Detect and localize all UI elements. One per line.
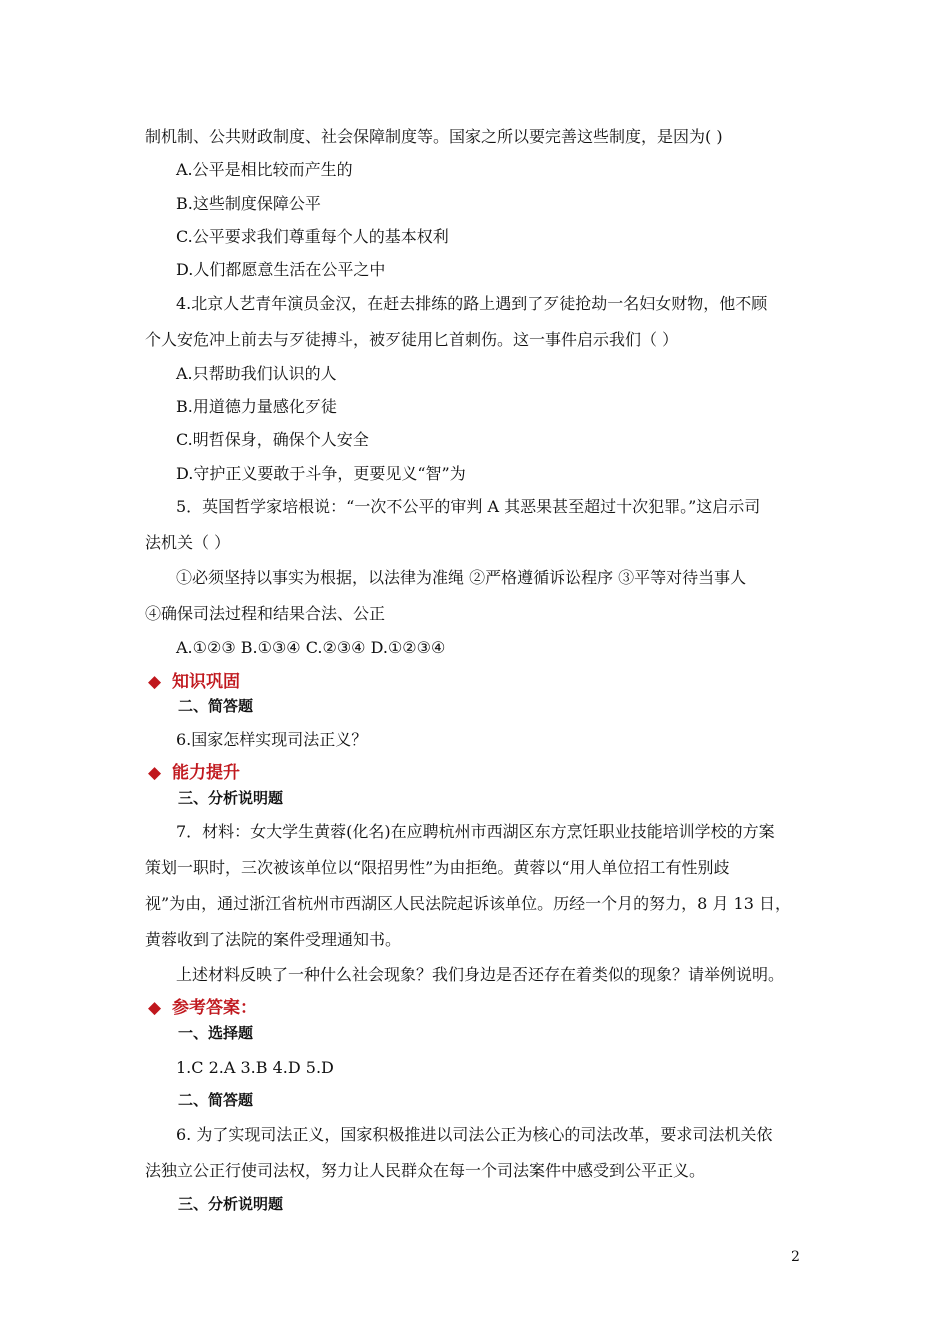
q4-option-d: D.守护正义要敢于斗争，更要见义“智”为 bbox=[176, 464, 466, 483]
section-consolidate-subheading: 二、简答题 bbox=[178, 697, 254, 715]
q5-stem-line2: 法机关（ ） bbox=[145, 533, 231, 552]
answers-choices: 1.C 2.A 3.B 4.D 5.D bbox=[176, 1058, 334, 1077]
q7-material-line3: 视”为由，通过浙江省杭州市西湖区人民法院起诉该单位。历经一个月的努力，8 月 13 日， bbox=[145, 894, 791, 913]
q4-stem-line1: 4.北京人艺青年演员金汉，在赶去排练的路上遇到了歹徒抢劫一名妇女财物，他不顾 bbox=[176, 294, 768, 313]
answers-subheading-short: 二、简答题 bbox=[178, 1091, 254, 1109]
q5-stem-line1: 5．英国哲学家培根说：“一次不公平的审判 A 其恶果甚至超过十次犯罪。”这启示司 bbox=[176, 497, 761, 516]
page-number: 2 bbox=[791, 1249, 800, 1265]
q7-material-line1: 7．材料：女大学生黄蓉(化名)在应聘杭州市西湖区东方烹饪职业技能培训学校的方案 bbox=[176, 822, 775, 841]
q7-material-line2: 策划一职时，三次被该单位以“限招男性”为由拒绝。黄蓉以“用人单位招工有性别歧 bbox=[145, 858, 730, 877]
diamond-icon: ◆ bbox=[148, 763, 162, 783]
answer6-line1: 6. 为了实现司法正义，国家积极推进以司法公正为核心的司法改革，要求司法机关依 bbox=[176, 1125, 773, 1144]
q4-option-c: C.明哲保身，确保个人安全 bbox=[176, 430, 369, 449]
q6-question: 6.国家怎样实现司法正义？ bbox=[176, 730, 368, 749]
q3-stem: 制机制、公共财政制度、社会保障制度等。国家之所以要完善这些制度，是因为( ) bbox=[145, 127, 723, 146]
q4-option-b: B.用道德力量感化歹徒 bbox=[176, 397, 337, 416]
q7-material-line4: 黄蓉收到了法院的案件受理通知书。 bbox=[145, 930, 402, 949]
section-improve-heading bbox=[148, 761, 240, 785]
q4-option-a: A.只帮助我们认识的人 bbox=[176, 364, 337, 383]
diamond-icon: ◆ bbox=[148, 998, 162, 1018]
section-improve-subheading: 三、分析说明题 bbox=[178, 789, 284, 807]
q4-stem-line2: 个人安危冲上前去与歹徒搏斗，被歹徒用匕首刺伤。这一事件启示我们（ ） bbox=[145, 330, 679, 349]
section-answers-heading bbox=[148, 996, 257, 1020]
q3-option-d: D.人们都愿意生活在公平之中 bbox=[176, 260, 386, 279]
q3-option-c: C.公平要求我们尊重每个人的基本权利 bbox=[176, 227, 449, 246]
q3-option-b: B.这些制度保障公平 bbox=[176, 194, 321, 213]
answer6-line2: 法独立公正行使司法权，努力让人民群众在每一个司法案件中感受到公平正义。 bbox=[145, 1161, 706, 1180]
diamond-icon: ◆ bbox=[148, 672, 162, 692]
section-improve-title: 能力提升 bbox=[172, 763, 240, 783]
section-consolidate-title: 知识巩固 bbox=[172, 672, 240, 692]
answers-subheading-analysis: 三、分析说明题 bbox=[178, 1195, 284, 1213]
section-answers-title: 参考答案： bbox=[172, 998, 257, 1018]
q5-items-line2: ④确保司法过程和结果合法、公正 bbox=[145, 604, 386, 623]
q5-items-line1: ①必须坚持以事实为根据，以法律为准绳 ②严格遵循诉讼程序 ③平等对待当事人 bbox=[176, 568, 747, 587]
q5-options: A.①②③ B.①③④ C.②③④ D.①②③④ bbox=[176, 638, 446, 657]
section-consolidate-heading bbox=[148, 670, 240, 694]
answers-subheading-choice: 一、选择题 bbox=[178, 1024, 254, 1042]
q3-option-a: A.公平是相比较而产生的 bbox=[176, 160, 353, 179]
q7-question: 上述材料反映了一种什么社会现象？我们身边是否还存在着类似的现象？请举例说明。 bbox=[176, 965, 785, 984]
